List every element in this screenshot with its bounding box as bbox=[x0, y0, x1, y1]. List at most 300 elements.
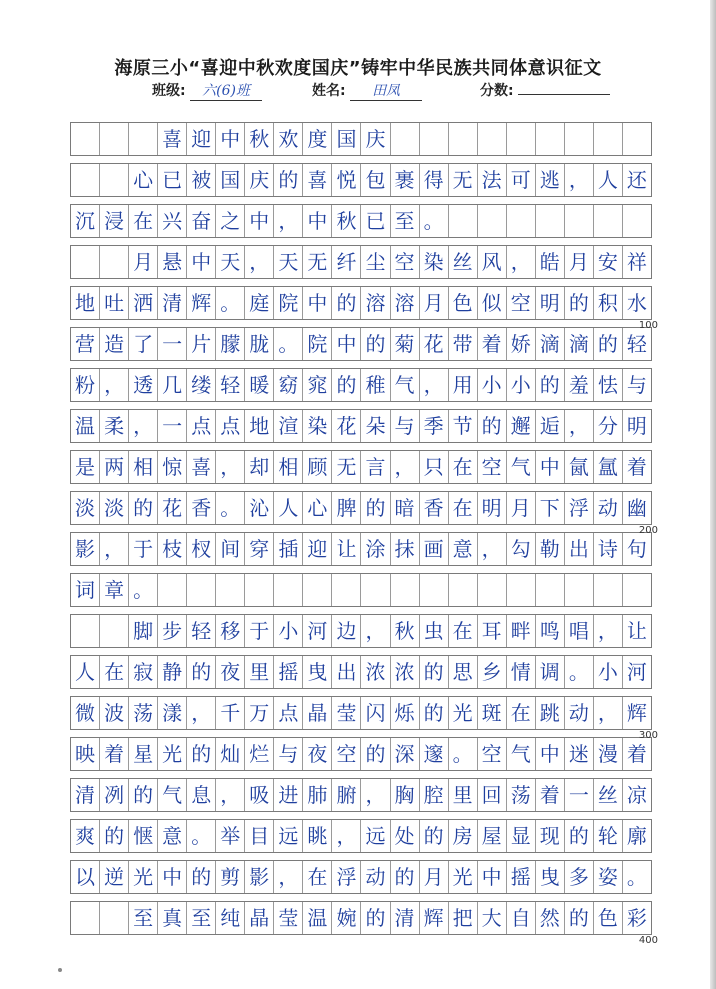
grid-cell: 映 bbox=[71, 738, 100, 770]
grid-cell: 娇 bbox=[507, 328, 536, 360]
grid-cell: 光 bbox=[158, 738, 187, 770]
grid-row bbox=[70, 368, 652, 402]
grid-cell: 深 bbox=[391, 738, 420, 770]
grid-cell: 动 bbox=[594, 492, 623, 524]
grid-cell: 冽 bbox=[100, 779, 129, 811]
grid-cell: 奋 bbox=[187, 205, 216, 237]
grid-cell: 莹 bbox=[274, 902, 303, 934]
grid-cell: 染 bbox=[420, 246, 449, 278]
grid-cell: ， bbox=[332, 820, 361, 852]
grid-cell: 地 bbox=[245, 410, 274, 442]
grid-cell: 色 bbox=[594, 902, 623, 934]
grid-cell: 分 bbox=[594, 410, 623, 442]
grid-cell: 动 bbox=[565, 697, 594, 729]
grid-cell: 着 bbox=[626, 455, 647, 479]
grid-cell: 千 bbox=[216, 697, 245, 729]
grid-cell bbox=[71, 164, 100, 196]
grid-cell: 光 bbox=[449, 861, 478, 893]
grid-cell: 月 bbox=[420, 287, 449, 319]
grid-cell: 天 bbox=[274, 246, 303, 278]
grid-cell: 中 bbox=[303, 205, 332, 237]
grid-cell bbox=[303, 574, 332, 606]
grid-cell: 天 bbox=[216, 246, 245, 278]
name-value: 田凤 bbox=[350, 80, 422, 101]
grid-cell: 怯 bbox=[594, 369, 623, 401]
grid-cell: 可 bbox=[507, 164, 536, 196]
essay-grid bbox=[70, 122, 658, 946]
grid-cell: 彩 bbox=[626, 906, 647, 930]
grid-cell bbox=[71, 123, 100, 155]
grid-cell: 中 bbox=[303, 287, 332, 319]
grid-cell: 被 bbox=[187, 164, 216, 196]
grid-cell: 的 bbox=[420, 656, 449, 688]
class-field bbox=[152, 80, 262, 101]
grid-cell: 悬 bbox=[158, 246, 187, 278]
grid-cell: 秋 bbox=[245, 123, 274, 155]
grid-cell: 喜 bbox=[187, 451, 216, 483]
name-label: 姓名: bbox=[312, 83, 346, 99]
grid-cell: 点 bbox=[187, 410, 216, 442]
grid-cell: 的 bbox=[420, 820, 449, 852]
grid-cell: 唱 bbox=[565, 615, 594, 647]
grid-row bbox=[70, 901, 652, 935]
grid-cell: 。 bbox=[216, 492, 245, 524]
grid-cell: 温 bbox=[71, 410, 100, 442]
grid-cell: 朦 bbox=[216, 328, 245, 360]
grid-cell: ， bbox=[216, 451, 245, 483]
grid-cell: 诗 bbox=[594, 533, 623, 565]
grid-cell: 空 bbox=[507, 287, 536, 319]
grid-cell bbox=[478, 205, 507, 237]
grid-cell: 一 bbox=[158, 410, 187, 442]
grid-cell: 着 bbox=[626, 742, 647, 766]
grid-cell: 然 bbox=[536, 902, 565, 934]
grid-cell: 与 bbox=[274, 738, 303, 770]
grid-cell bbox=[100, 164, 129, 196]
grid-cell: 在 bbox=[303, 861, 332, 893]
grid-cell: 波 bbox=[100, 697, 129, 729]
grid-cell: ， bbox=[100, 533, 129, 565]
grid-cell: 的 bbox=[565, 902, 594, 934]
grid-cell: 空 bbox=[478, 451, 507, 483]
grid-cell: 里 bbox=[449, 779, 478, 811]
grid-cell: 的 bbox=[129, 779, 158, 811]
grid-cell: 兴 bbox=[158, 205, 187, 237]
grid-cell: ， bbox=[391, 451, 420, 483]
score-field bbox=[480, 80, 610, 100]
grid-cell: 已 bbox=[361, 205, 390, 237]
grid-cell: 了 bbox=[129, 328, 158, 360]
grid-cell: 涂 bbox=[361, 533, 390, 565]
grid-cell: 现 bbox=[536, 820, 565, 852]
grid-cell bbox=[420, 574, 449, 606]
grid-cell: 一 bbox=[158, 328, 187, 360]
grid-cell: 清 bbox=[71, 779, 100, 811]
class-value: 六(6)班 bbox=[190, 80, 262, 101]
grid-cell: 爽 bbox=[71, 820, 100, 852]
grid-cell: 轻 bbox=[626, 332, 647, 356]
grid-cell bbox=[129, 123, 158, 155]
grid-cell: 安 bbox=[594, 246, 623, 278]
grid-cell bbox=[361, 574, 390, 606]
grid-cell bbox=[449, 574, 478, 606]
grid-cell: 于 bbox=[245, 615, 274, 647]
grid-cell: 明 bbox=[478, 492, 507, 524]
grid-cell: 曳 bbox=[303, 656, 332, 688]
grid-cell: ， bbox=[361, 779, 390, 811]
word-count-marker: 300 bbox=[638, 730, 658, 741]
grid-cell: 节 bbox=[449, 410, 478, 442]
grid-cell: 氤 bbox=[565, 451, 594, 483]
grid-cell: 迷 bbox=[565, 738, 594, 770]
grid-cell: 悦 bbox=[332, 164, 361, 196]
grid-cell: 腔 bbox=[420, 779, 449, 811]
grid-cell: 与 bbox=[391, 410, 420, 442]
grid-cell: 里 bbox=[245, 656, 274, 688]
grid-cell: 庆 bbox=[245, 164, 274, 196]
grid-cell: 在 bbox=[449, 492, 478, 524]
grid-cell: 的 bbox=[361, 902, 390, 934]
grid-cell: 已 bbox=[158, 164, 187, 196]
grid-cell: 移 bbox=[216, 615, 245, 647]
grid-cell: 色 bbox=[449, 287, 478, 319]
grid-cell bbox=[100, 615, 129, 647]
grid-cell: 之 bbox=[216, 205, 245, 237]
grid-cell bbox=[623, 205, 651, 237]
grid-cell: 地 bbox=[71, 287, 100, 319]
grid-row bbox=[70, 245, 652, 279]
grid-cell: 中 bbox=[536, 451, 565, 483]
grid-cell: 淡 bbox=[100, 492, 129, 524]
grid-cell: 气 bbox=[391, 369, 420, 401]
grid-cell: 顾 bbox=[303, 451, 332, 483]
grid-cell: ， bbox=[594, 615, 623, 647]
grid-cell: 出 bbox=[332, 656, 361, 688]
grid-cell: 着 bbox=[478, 328, 507, 360]
grid-cell: 皓 bbox=[536, 246, 565, 278]
grid-cell bbox=[623, 123, 651, 155]
grid-cell: 暖 bbox=[245, 369, 274, 401]
grid-cell: 菊 bbox=[391, 328, 420, 360]
grid-cell: 法 bbox=[478, 164, 507, 196]
grid-cell: 的 bbox=[391, 861, 420, 893]
grid-cell: 丝 bbox=[449, 246, 478, 278]
grid-cell: 月 bbox=[420, 861, 449, 893]
grid-cell bbox=[158, 574, 187, 606]
grid-cell: 无 bbox=[332, 451, 361, 483]
grid-cell: 花 bbox=[158, 492, 187, 524]
grid-cell: 斑 bbox=[478, 697, 507, 729]
grid-cell: ， bbox=[100, 369, 129, 401]
grid-cell: ， bbox=[361, 615, 390, 647]
grid-cell: 的 bbox=[361, 738, 390, 770]
grid-cell: 静 bbox=[158, 656, 187, 688]
grid-cell bbox=[332, 574, 361, 606]
grid-cell: 惊 bbox=[158, 451, 187, 483]
grid-cell: 勾 bbox=[507, 533, 536, 565]
grid-cell: 喜 bbox=[303, 164, 332, 196]
grid-cell bbox=[100, 123, 129, 155]
grid-cell: 柔 bbox=[100, 410, 129, 442]
grid-cell: 意 bbox=[158, 820, 187, 852]
name-field bbox=[312, 80, 422, 101]
grid-cell: ， bbox=[507, 246, 536, 278]
grid-cell: 在 bbox=[507, 697, 536, 729]
grid-cell: 迎 bbox=[303, 533, 332, 565]
grid-cell: 带 bbox=[449, 328, 478, 360]
grid-cell: 明 bbox=[626, 414, 647, 438]
grid-cell bbox=[536, 123, 565, 155]
grid-cell: 肺 bbox=[303, 779, 332, 811]
grid-cell bbox=[478, 123, 507, 155]
grid-cell: 的 bbox=[187, 656, 216, 688]
grid-cell: 沉 bbox=[71, 205, 100, 237]
grid-cell: 房 bbox=[449, 820, 478, 852]
grid-cell: 滴 bbox=[536, 328, 565, 360]
grid-cell: 香 bbox=[420, 492, 449, 524]
grid-cell: 点 bbox=[216, 410, 245, 442]
grid-cell: 的 bbox=[274, 164, 303, 196]
grid-cell: 目 bbox=[245, 820, 274, 852]
grid-cell: 吸 bbox=[245, 779, 274, 811]
grid-cell: 浓 bbox=[361, 656, 390, 688]
grid-cell: 只 bbox=[420, 451, 449, 483]
grid-cell: ， bbox=[274, 861, 303, 893]
score-label: 分数: bbox=[480, 83, 514, 99]
grid-cell: 轻 bbox=[216, 369, 245, 401]
grid-cell: 。 bbox=[420, 205, 449, 237]
class-label: 班级: bbox=[152, 83, 186, 99]
grid-cell: 自 bbox=[507, 902, 536, 934]
grid-cell: 院 bbox=[303, 328, 332, 360]
grid-cell: ， bbox=[565, 410, 594, 442]
grid-cell: 把 bbox=[449, 902, 478, 934]
grid-cell: 的 bbox=[565, 287, 594, 319]
grid-cell: 着 bbox=[100, 738, 129, 770]
grid-cell: 跳 bbox=[536, 697, 565, 729]
grid-cell: 婉 bbox=[332, 902, 361, 934]
grid-cell: 辉 bbox=[187, 287, 216, 319]
grid-cell: 气 bbox=[158, 779, 187, 811]
grid-cell: 耳 bbox=[478, 615, 507, 647]
grid-cell: 光 bbox=[129, 861, 158, 893]
grid-cell: 勒 bbox=[536, 533, 565, 565]
grid-cell: 中 bbox=[332, 328, 361, 360]
grid-cell: 摇 bbox=[507, 861, 536, 893]
grid-cell: 造 bbox=[100, 328, 129, 360]
grid-cell: 。 bbox=[626, 865, 647, 889]
grid-cell bbox=[187, 574, 216, 606]
grid-cell: 风 bbox=[478, 246, 507, 278]
grid-cell: 鸣 bbox=[536, 615, 565, 647]
grid-cell: 的 bbox=[565, 820, 594, 852]
grid-cell: 词 bbox=[71, 574, 100, 606]
grid-cell: 真 bbox=[158, 902, 187, 934]
grid-cell: ， bbox=[129, 410, 158, 442]
grid-cell: 相 bbox=[274, 451, 303, 483]
grid-cell: 滴 bbox=[565, 328, 594, 360]
grid-cell: ， bbox=[565, 164, 594, 196]
grid-cell: 影 bbox=[245, 861, 274, 893]
grid-cell: 人 bbox=[274, 492, 303, 524]
grid-cell bbox=[100, 246, 129, 278]
grid-cell: 句 bbox=[626, 537, 647, 561]
grid-cell: 小 bbox=[478, 369, 507, 401]
grid-cell: ， bbox=[274, 205, 303, 237]
grid-cell: 染 bbox=[303, 410, 332, 442]
grid-cell: 言 bbox=[361, 451, 390, 483]
grid-cell bbox=[536, 205, 565, 237]
grid-cell: 至 bbox=[187, 902, 216, 934]
grid-cell: ， bbox=[216, 779, 245, 811]
grid-cell: 透 bbox=[129, 369, 158, 401]
grid-cell: 在 bbox=[100, 656, 129, 688]
grid-cell: 脾 bbox=[332, 492, 361, 524]
grid-cell: 的 bbox=[594, 328, 623, 360]
grid-row bbox=[70, 286, 652, 320]
grid-cell: 纯 bbox=[216, 902, 245, 934]
grid-cell: 的 bbox=[100, 820, 129, 852]
grid-cell: 稚 bbox=[361, 369, 390, 401]
grid-cell: 无 bbox=[303, 246, 332, 278]
grid-cell: 在 bbox=[129, 205, 158, 237]
grid-cell: 小 bbox=[274, 615, 303, 647]
grid-cell: 的 bbox=[187, 738, 216, 770]
grid-cell: 的 bbox=[536, 369, 565, 401]
grid-cell: 逃 bbox=[536, 164, 565, 196]
grid-row bbox=[70, 614, 652, 648]
grid-cell: 无 bbox=[449, 164, 478, 196]
grid-cell: 营 bbox=[71, 328, 100, 360]
grid-cell: 包 bbox=[361, 164, 390, 196]
grid-cell: 微 bbox=[71, 697, 100, 729]
grid-cell: 。 bbox=[274, 328, 303, 360]
grid-cell: 逅 bbox=[536, 410, 565, 442]
grid-cell bbox=[449, 123, 478, 155]
grid-cell: 吐 bbox=[100, 287, 129, 319]
grid-cell: 杈 bbox=[187, 533, 216, 565]
grid-row bbox=[70, 573, 652, 607]
grid-cell: 小 bbox=[594, 656, 623, 688]
grid-cell: 月 bbox=[129, 246, 158, 278]
grid-cell bbox=[507, 574, 536, 606]
grid-cell bbox=[536, 574, 565, 606]
grid-cell: 大 bbox=[478, 902, 507, 934]
grid-cell: 动 bbox=[361, 861, 390, 893]
grid-cell: ， bbox=[245, 246, 274, 278]
grid-cell: 淡 bbox=[71, 492, 100, 524]
grid-cell: 以 bbox=[71, 861, 100, 893]
grid-cell: 的 bbox=[129, 492, 158, 524]
grid-cell: 至 bbox=[391, 205, 420, 237]
grid-cell bbox=[594, 574, 623, 606]
grid-cell: 画 bbox=[420, 533, 449, 565]
grid-cell: 庭 bbox=[245, 287, 274, 319]
grid-cell: 回 bbox=[478, 779, 507, 811]
grid-cell: 是 bbox=[71, 451, 100, 483]
grid-cell: 溶 bbox=[361, 287, 390, 319]
grid-cell bbox=[449, 205, 478, 237]
grid-cell: 远 bbox=[361, 820, 390, 852]
grid-cell: 举 bbox=[216, 820, 245, 852]
grid-cell: 几 bbox=[158, 369, 187, 401]
grid-cell: 夜 bbox=[303, 738, 332, 770]
grid-cell: 逆 bbox=[100, 861, 129, 893]
grid-cell: 虫 bbox=[420, 615, 449, 647]
grid-cell: 的 bbox=[332, 287, 361, 319]
grid-cell: 影 bbox=[71, 533, 100, 565]
grid-cell: 喜 bbox=[158, 123, 187, 155]
grid-cell: 远 bbox=[274, 820, 303, 852]
grid-cell: 清 bbox=[158, 287, 187, 319]
grid-cell: 一 bbox=[565, 779, 594, 811]
grid-cell: 迎 bbox=[187, 123, 216, 155]
grid-cell: 纤 bbox=[332, 246, 361, 278]
grid-cell: 枝 bbox=[158, 533, 187, 565]
grid-cell: 清 bbox=[391, 902, 420, 934]
page-title: 海原三小“喜迎中秋欢度国庆”铸牢中华民族共同体意识征文 bbox=[114, 58, 602, 79]
grid-cell: 中 bbox=[536, 738, 565, 770]
grid-cell: 章 bbox=[100, 574, 129, 606]
grid-cell: 惬 bbox=[129, 820, 158, 852]
grid-row bbox=[70, 778, 652, 812]
grid-cell: 与 bbox=[626, 373, 647, 397]
grid-cell: 花 bbox=[332, 410, 361, 442]
grid-cell: 得 bbox=[420, 164, 449, 196]
grid-cell: 腑 bbox=[332, 779, 361, 811]
grid-cell: 却 bbox=[245, 451, 274, 483]
grid-row bbox=[70, 860, 652, 894]
grid-cell: 片 bbox=[187, 328, 216, 360]
grid-cell: 让 bbox=[626, 619, 647, 643]
grid-cell: 显 bbox=[507, 820, 536, 852]
grid-cell: 河 bbox=[626, 660, 647, 684]
grid-cell: 窈 bbox=[274, 369, 303, 401]
grid-cell: 秋 bbox=[391, 615, 420, 647]
grid-cell: 气 bbox=[507, 738, 536, 770]
grid-cell: 幽 bbox=[626, 496, 647, 520]
grid-cell: 浸 bbox=[100, 205, 129, 237]
grid-cell: 下 bbox=[536, 492, 565, 524]
grid-row bbox=[70, 737, 652, 771]
grid-cell: 于 bbox=[129, 533, 158, 565]
grid-cell bbox=[71, 615, 100, 647]
grid-cell: 点 bbox=[274, 697, 303, 729]
grid-cell: 乡 bbox=[478, 656, 507, 688]
grid-cell: 浮 bbox=[565, 492, 594, 524]
grid-cell: 还 bbox=[626, 168, 647, 192]
grid-row bbox=[70, 409, 652, 443]
grid-cell: 寂 bbox=[129, 656, 158, 688]
grid-cell: 邂 bbox=[507, 410, 536, 442]
grid-cell: ， bbox=[594, 697, 623, 729]
grid-cell: 的 bbox=[478, 410, 507, 442]
grid-cell: 用 bbox=[449, 369, 478, 401]
grid-cell bbox=[245, 574, 274, 606]
grid-cell bbox=[391, 574, 420, 606]
grid-cell: 似 bbox=[478, 287, 507, 319]
grid-cell: 出 bbox=[565, 533, 594, 565]
grid-row bbox=[70, 696, 652, 730]
grid-cell: 的 bbox=[187, 861, 216, 893]
grid-cell: 缕 bbox=[187, 369, 216, 401]
grid-cell: 中 bbox=[245, 205, 274, 237]
grid-cell: 。 bbox=[129, 574, 158, 606]
grid-cell: 洒 bbox=[129, 287, 158, 319]
grid-cell: 凉 bbox=[626, 783, 647, 807]
grid-cell bbox=[478, 574, 507, 606]
grid-cell: 人 bbox=[71, 656, 100, 688]
